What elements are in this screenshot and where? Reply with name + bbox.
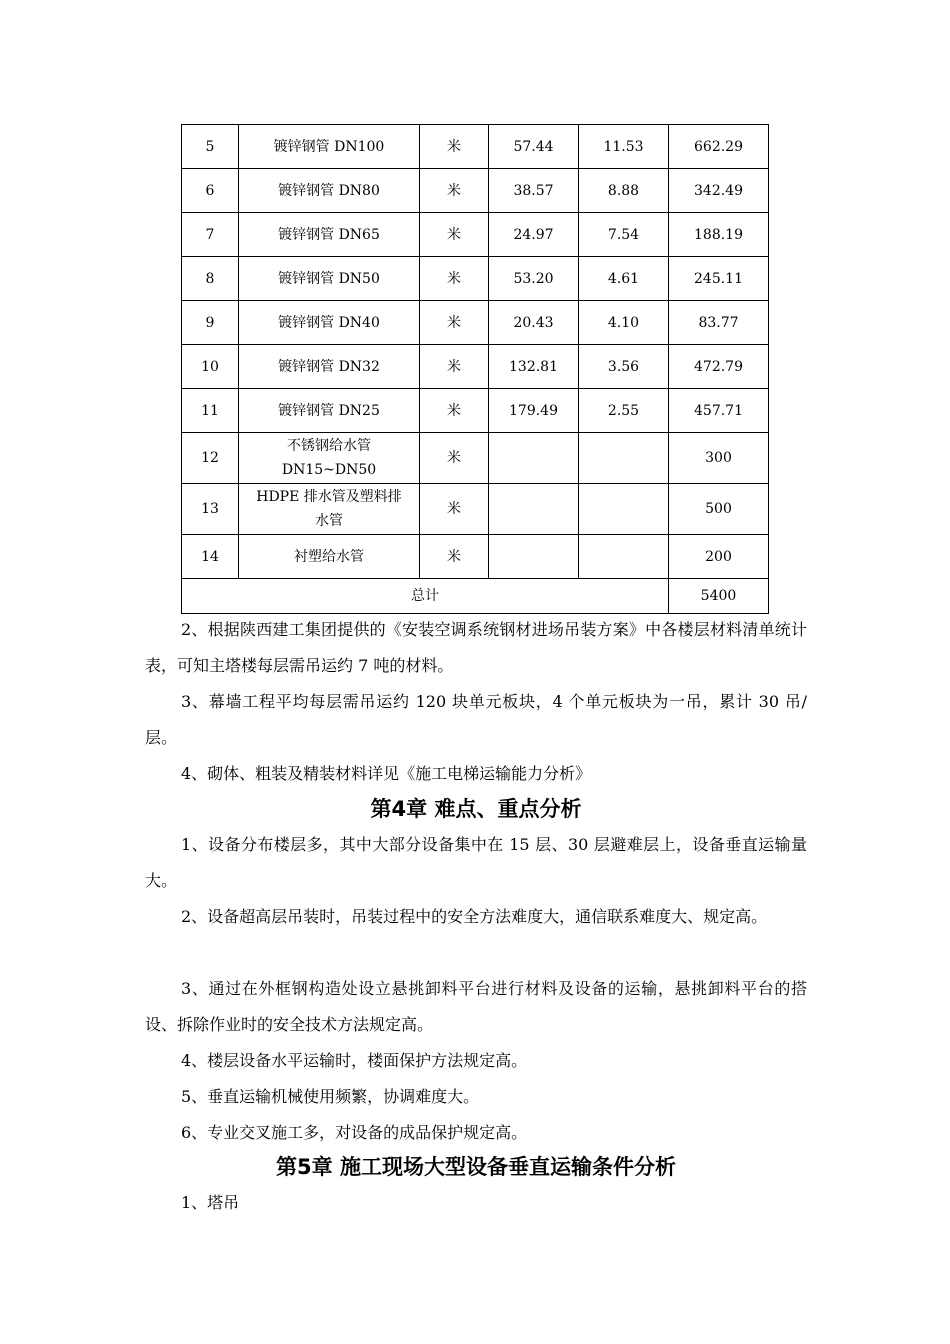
cell-name-line1: HDPE 排水管及塑料排 xyxy=(256,489,402,505)
chapter-4-title: 第4章 难点、重点分析 xyxy=(370,797,582,821)
paragraph-2: 2、根据陕西建工集团提供的《安装空调系统钢材进场吊装方案》中各楼层材料清单统计表，可知主塔楼每层需吊运约 7 吨的材料。 xyxy=(145,620,807,675)
cell-c: 472.79 xyxy=(669,345,769,389)
table-total-row xyxy=(182,579,769,614)
cell-c: 245.11 xyxy=(669,257,769,301)
table-row xyxy=(182,484,769,535)
table-row xyxy=(182,345,769,389)
cell-a: 38.57 xyxy=(489,169,579,213)
cell-no: 6 xyxy=(182,169,239,213)
cell-unit: 米 xyxy=(420,257,489,301)
cell-b: 7.54 xyxy=(579,213,669,257)
cell-a: 132.81 xyxy=(489,345,579,389)
cell-no: 14 xyxy=(182,535,239,579)
cell-b: 4.10 xyxy=(579,301,669,345)
cell-unit: 米 xyxy=(420,169,489,213)
cell-b xyxy=(579,433,669,484)
ch4-item-6: 6、专业交叉施工多，对设备的成品保护规定高。 xyxy=(181,1123,528,1142)
ch4-item-1: 1、设备分布楼层多，其中大部分设备集中在 15 层、30 层避难层上，设备垂直运输量大。 xyxy=(145,835,807,890)
cell-name: 镀锌钢管 DN100 xyxy=(239,125,420,169)
cell-c: 300 xyxy=(669,433,769,484)
cell-a: 53.20 xyxy=(489,257,579,301)
cell-a xyxy=(489,535,579,579)
ch4-item-5: 5、垂直运输机械使用频繁，协调难度大。 xyxy=(181,1087,480,1106)
cell-name: 镀锌钢管 DN80 xyxy=(239,169,420,213)
cell-name-line1: 不锈钢给水管 xyxy=(287,438,371,454)
cell-unit: 米 xyxy=(420,484,489,535)
cell-unit: 米 xyxy=(420,389,489,433)
cell-b: 8.88 xyxy=(579,169,669,213)
table-row xyxy=(182,535,769,579)
cell-b: 3.56 xyxy=(579,345,669,389)
ch5-item-1: 1、塔吊 xyxy=(181,1193,240,1212)
cell-name: 镀锌钢管 DN65 xyxy=(239,213,420,257)
cell-unit: 米 xyxy=(420,535,489,579)
table-row xyxy=(182,257,769,301)
cell-name-line2: 水管 xyxy=(315,513,343,529)
total-value: 5400 xyxy=(669,579,769,614)
chapter-5-title: 第5章 施工现场大型设备垂直运输条件分析 xyxy=(276,1155,676,1179)
ch4-item-3: 3、通过在外框钢构造处设立悬挑卸料平台进行材料及设备的运输，悬挑卸料平台的搭设、拆除作业时的安全技术方法规定高。 xyxy=(145,979,807,1034)
cell-b xyxy=(579,535,669,579)
cell-c: 457.71 xyxy=(669,389,769,433)
cell-no: 13 xyxy=(182,484,239,535)
cell-no: 10 xyxy=(182,345,239,389)
cell-unit: 米 xyxy=(420,213,489,257)
cell-b: 2.55 xyxy=(579,389,669,433)
cell-unit: 米 xyxy=(420,301,489,345)
cell-name: 衬塑给水管 xyxy=(239,535,420,579)
cell-c: 83.77 xyxy=(669,301,769,345)
cell-no: 7 xyxy=(182,213,239,257)
cell-b: 11.53 xyxy=(579,125,669,169)
cell-c: 188.19 xyxy=(669,213,769,257)
cell-unit: 米 xyxy=(420,433,489,484)
material-table xyxy=(181,124,769,614)
cell-c: 662.29 xyxy=(669,125,769,169)
cell-unit: 米 xyxy=(420,125,489,169)
table-row xyxy=(182,301,769,345)
cell-c: 342.49 xyxy=(669,169,769,213)
paragraph-3: 3、幕墙工程平均每层需吊运约 120 块单元板块，4 个单元板块为一吊，累计 30 吊/层。 xyxy=(145,692,807,747)
cell-c: 500 xyxy=(669,484,769,535)
paragraph-4: 4、砌体、粗装及精装材料详见《施工电梯运输能力分析》 xyxy=(181,764,592,783)
cell-no: 8 xyxy=(182,257,239,301)
table-row xyxy=(182,213,769,257)
table-row xyxy=(182,433,769,484)
cell-a: 24.97 xyxy=(489,213,579,257)
ch4-item-4: 4、楼层设备水平运输时，楼面保护方法规定高。 xyxy=(181,1051,528,1070)
cell-name: 镀锌钢管 DN50 xyxy=(239,257,420,301)
cell-name xyxy=(239,433,420,484)
cell-no: 9 xyxy=(182,301,239,345)
cell-a xyxy=(489,433,579,484)
cell-a: 20.43 xyxy=(489,301,579,345)
cell-name: 镀锌钢管 DN40 xyxy=(239,301,420,345)
table-row xyxy=(182,125,769,169)
cell-unit: 米 xyxy=(420,345,489,389)
cell-no: 12 xyxy=(182,433,239,484)
total-label: 总计 xyxy=(182,579,669,614)
table-row xyxy=(182,389,769,433)
cell-no: 5 xyxy=(182,125,239,169)
cell-name-line2: DN15~DN50 xyxy=(281,462,377,478)
cell-a: 57.44 xyxy=(489,125,579,169)
ch4-item-2: 2、设备超高层吊装时，吊装过程中的安全方法难度大，通信联系难度大、规定高。 xyxy=(181,907,768,926)
cell-b xyxy=(579,484,669,535)
cell-no: 11 xyxy=(182,389,239,433)
cell-b: 4.61 xyxy=(579,257,669,301)
table-row xyxy=(182,169,769,213)
cell-c: 200 xyxy=(669,535,769,579)
cell-a: 179.49 xyxy=(489,389,579,433)
cell-name: 镀锌钢管 DN32 xyxy=(239,345,420,389)
cell-name xyxy=(239,484,420,535)
cell-a xyxy=(489,484,579,535)
cell-name: 镀锌钢管 DN25 xyxy=(239,389,420,433)
